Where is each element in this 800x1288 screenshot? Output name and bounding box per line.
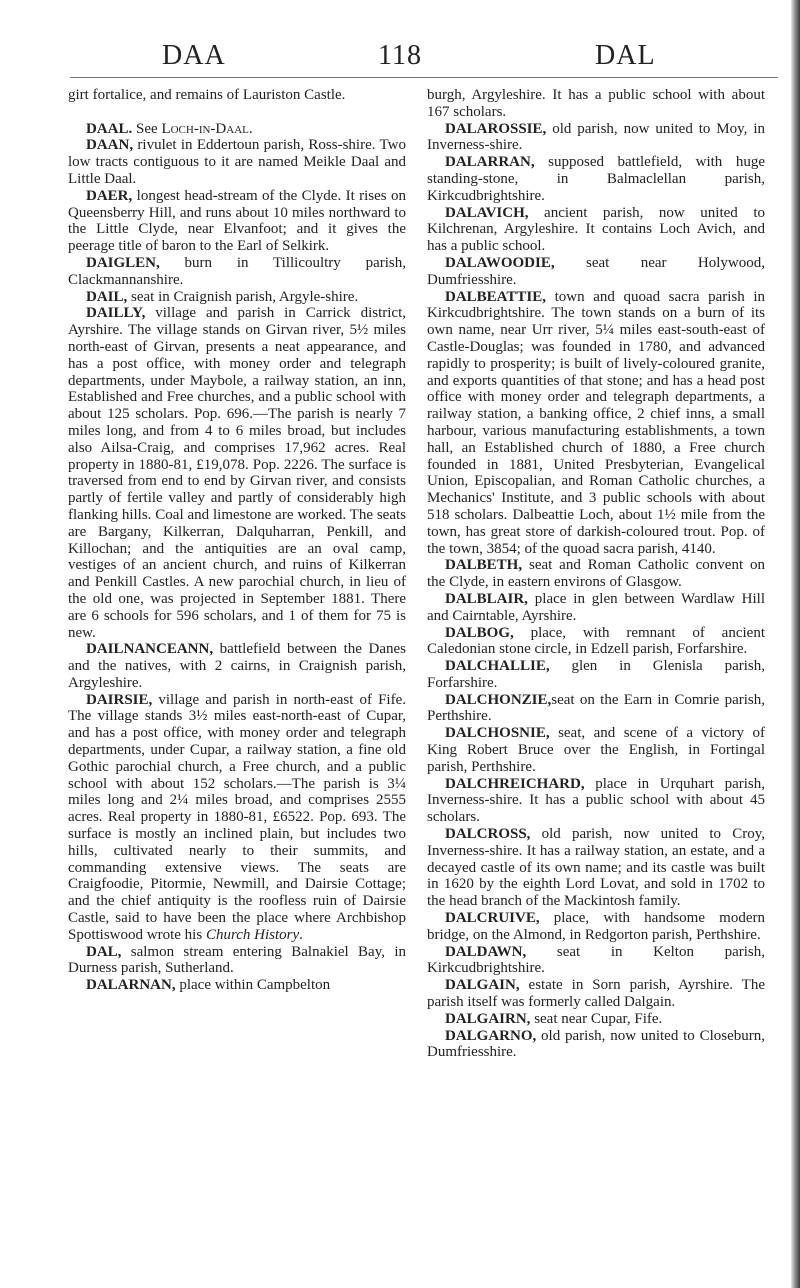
entry-headword: DAAN, (86, 137, 134, 154)
entry-text: place, with handsome modern bridge, on the Almond, in Redgorton parish, Perthshire. (427, 910, 765, 943)
entry (68, 305, 406, 641)
entry-text: place in glen between Wardlaw Hill and Cairntable, Ayrshire. (427, 590, 765, 624)
entry-text: estate in Sorn parish, Ayrshire. The parish itself was formerly called Dalgain. (427, 977, 765, 1011)
entry-text: seat, and scene of a victory of King Robert Bruce over the English, in Fortingal parish, Perthshire. (427, 725, 765, 775)
entry (427, 944, 765, 978)
entry (427, 205, 765, 255)
entry-headword: DALAVICH, (445, 204, 529, 221)
entry-text: seat on the Earn in Comrie parish, Perthshire. (427, 691, 765, 725)
entry-text: supposed battlefield, with huge standing-stone, in Balmaclellan parish, Kirkcudbrightshire. (427, 154, 765, 204)
page-number: 118 (378, 40, 422, 71)
cross-reference: Loch-in-Daal (161, 120, 249, 137)
entry (68, 121, 406, 138)
entry-text: girt fortalice, and remains of Lauriston Castle. (68, 87, 346, 103)
header-left-guide-word: DAA (162, 40, 226, 71)
entry-text: place, with remnant of ancient Caledonian stone circle, in Edzell parish, Forfarshire. (427, 624, 765, 658)
entry (68, 977, 406, 994)
entry (427, 725, 765, 775)
entry-text: battlefield between the Danes and the natives, with 2 cairns, in Craignish parish, Argyleshire. (68, 641, 406, 691)
entry (68, 289, 406, 306)
entry-headword: DALCHALLIE, (445, 658, 550, 675)
entry (427, 776, 765, 826)
header-rule (70, 77, 778, 78)
running-header (0, 40, 800, 74)
entry (427, 1028, 765, 1062)
entry (68, 188, 406, 255)
entry (68, 692, 406, 944)
entry (427, 1011, 765, 1028)
entry-headword: DALCRUIVE, (445, 910, 540, 927)
entry-text: village and parish in Carrick district, Ayrshire. The village stands on Girvan river, 5½ miles north-east of Girvan, presents a neat appearance, and has a post office, with money order and telegraph departments, under Maybole, a railway station, an inn, Established and Free churches, and a public school with about 125 scholars. Pop. 696.—The parish is nearly 7 miles long, and from 4 to 6 miles broad, but includes also Ailsa-Craig, and comprises 17,962 acres. Real property in 1880-81, £19,078. Pop. 2226. The surface is traversed from end to end by Girvan river, and consists partly of fertile valley and partly of considerably high flanking hills. Coal and limestone are worked. The seats are Bargany, Kilkerran, Dalquharran, Penkill, and Killochan; and the antiquities are an oval camp, vestiges of an ancient church, and ruins of Kilkerran and Penkill Castles. A new parochial church, in lieu of the old one, was projected in September 1881. There are 6 schools for 596 scholars, and 1 of them for 75 is new. (68, 305, 406, 641)
entry (427, 557, 765, 591)
entry-text: glen in Glenisla parish, Forfarshire. (427, 658, 765, 691)
entry-text: old parish, now united to Closeburn, Dumfriesshire. (427, 1027, 765, 1061)
entry-headword: DALCHONZIE, (445, 691, 552, 708)
entry-text-tail: . (299, 926, 303, 943)
entry-headword: DAILLY, (86, 305, 146, 322)
entry-headword: DAIRSIE, (86, 691, 153, 708)
entry-headword: DALCROSS, (445, 826, 531, 843)
entry-text: salmon stream entering Balnakiel Bay, in Durness parish, Sutherland. (68, 943, 406, 977)
entry-text: burgh, Argyleshire. It has a public school with about 167 scholars. (427, 87, 765, 120)
entry-headword: DAAL. (86, 120, 133, 137)
page-binding-edge (791, 0, 800, 1288)
entry-headword: DAER, (86, 187, 133, 204)
entry (427, 910, 765, 944)
entry-headword: DALGAIRN, (445, 1010, 531, 1027)
entry-text: town and quoad sacra parish in Kirkcudbrightshire. The town stands on a burn of its own name, near Urr river, 5¼ miles east-south-east of Castle-Douglas; was founded in 1780, and advanced rapidly to prosperity; is built of lively-coloured granite, and exports quantities of that stone; and has a head post office with money order and telegraph departments, a railway station, a banking office, 2 chief inns, a small harbour, various manufacturing establishments, a town hall, an Established church of 1880, a Free church founded in 1881, United Presbyterian, Evangelical Union, Episcopalian, and Roman Catholic churches, a Mechanics' Institute, and 3 public schools with about 518 scholars. Dalbeattie Loch, about 1½ mile from the town, has great store of darkish-coloured trout. Pop. of the town, 3854; of the quoad sacra parish, 4140. (427, 288, 765, 557)
entry-text: See (132, 120, 162, 137)
entry-text: burn in Tillicoultry parish, Clackmannanshire. (68, 254, 406, 288)
entry-text: ancient parish, now united to Kilchrenan, Argyleshire. It contains Loch Avich, and has a public school. (427, 204, 765, 255)
entry (427, 591, 765, 625)
entry-headword: DAIGLEN, (86, 254, 160, 271)
book-title: Church History (205, 926, 300, 943)
entry-headword: DALCHOSNIE, (445, 725, 550, 742)
entry (427, 289, 765, 558)
left-column (68, 87, 406, 994)
entry (427, 121, 765, 155)
entry-headword: DALBETH, (445, 557, 523, 574)
entry-text: old parish, now united to Croy, Inverness-shire. It has a railway station, an estate, and a decayed castle of its own name; and its castle was built in 1620 by the eighth Lord Lovat, and sold in 1702 to the head branch of the Mackintosh family. (427, 826, 765, 910)
entry-text: seat near Cupar, Fife. (530, 1010, 663, 1027)
entry-text-tail: . (248, 120, 253, 137)
right-column (427, 87, 765, 1061)
entry (68, 255, 406, 289)
entry (427, 658, 765, 692)
entry-continuation (68, 87, 406, 104)
entry-continuation (427, 87, 765, 121)
entry (68, 944, 406, 978)
entry-headword: DALAWOODIE, (445, 254, 555, 271)
header-right-guide-word: DAL (595, 40, 656, 71)
entry-headword: DALDAWN, (445, 943, 527, 960)
entry-text: seat in Craignish parish, Argyle-shire. (127, 288, 359, 305)
entry (68, 137, 406, 187)
entry (427, 154, 765, 204)
entry-text: place in Urquhart parish, Inverness-shire. It has a public school with about 45 scholars. (427, 775, 765, 826)
entry-text: old parish, now united to Moy, in Inverness-shire. (427, 120, 765, 154)
entry-headword: DALCHREICHARD, (445, 775, 585, 792)
entry-headword: DALARRAN, (445, 154, 535, 171)
entry (427, 977, 765, 1011)
entry-text: rivulet in Eddertoun parish, Ross-shire. Two low tracts contiguous to it are named Meikle Daal and Little Daal. (68, 137, 406, 187)
entry (427, 255, 765, 289)
entry-headword: DALAROSSIE, (445, 120, 547, 137)
entry-text: place within Campbelton (175, 977, 331, 994)
entry-text: seat near Holywood, Dumfriesshire. (427, 254, 765, 288)
entry (68, 641, 406, 691)
entry-headword: DALGAIN, (445, 977, 520, 994)
entry (427, 692, 765, 726)
entry (427, 826, 765, 910)
entry (427, 625, 765, 659)
entry-text: seat in Kelton parish, Kirkcudbrightshire. (427, 943, 765, 977)
entry-headword: DAILNANCEANN, (86, 641, 214, 658)
entry-headword: DALGARNO, (445, 1027, 537, 1044)
entry-headword: DALBLAIR, (445, 590, 528, 607)
entry-headword: DAL, (86, 943, 122, 960)
entry-headword: DALBEATTIE, (445, 288, 547, 305)
entry-text: seat and Roman Catholic convent on the Clyde, in eastern environs of Glasgow. (427, 557, 765, 591)
entry-text: longest head-stream of the Clyde. It rises on Queensberry Hill, and runs about 10 miles northward to the Little Clyde, near Elvanfoot; and it gives the peerage title of baron to the Earl of Selkirk. (68, 187, 406, 255)
entry-text: village and parish in north-east of Fife. The village stands 3½ miles east-north-east of Cupar, and has a post office, with money order and telegraph departments, under Cupar, a railway station, a fine old Gothic parochial church, a Free church, and a public school with about 152 scholars.—The parish is 3¼ miles long and 2¼ miles broad, and comprises 2555 acres. Real property in 1880-81, £6522. Pop. 693. The surface is mostly an inclined plain, but includes two hills, cultivated nearly to their summits, and commanding extensive views. The seats are Craigfoodie, Pitormie, Newmill, and Dairsie Cottage; and the chief antiquity is the roofless ruin of Dairsie Castle, said to have been the place where Archbishop Spottiswood wrote his (68, 691, 406, 943)
entry-headword: DALBOG, (445, 624, 514, 641)
entry-headword: DAIL, (86, 288, 128, 305)
entry-headword: DALARNAN, (86, 977, 176, 994)
